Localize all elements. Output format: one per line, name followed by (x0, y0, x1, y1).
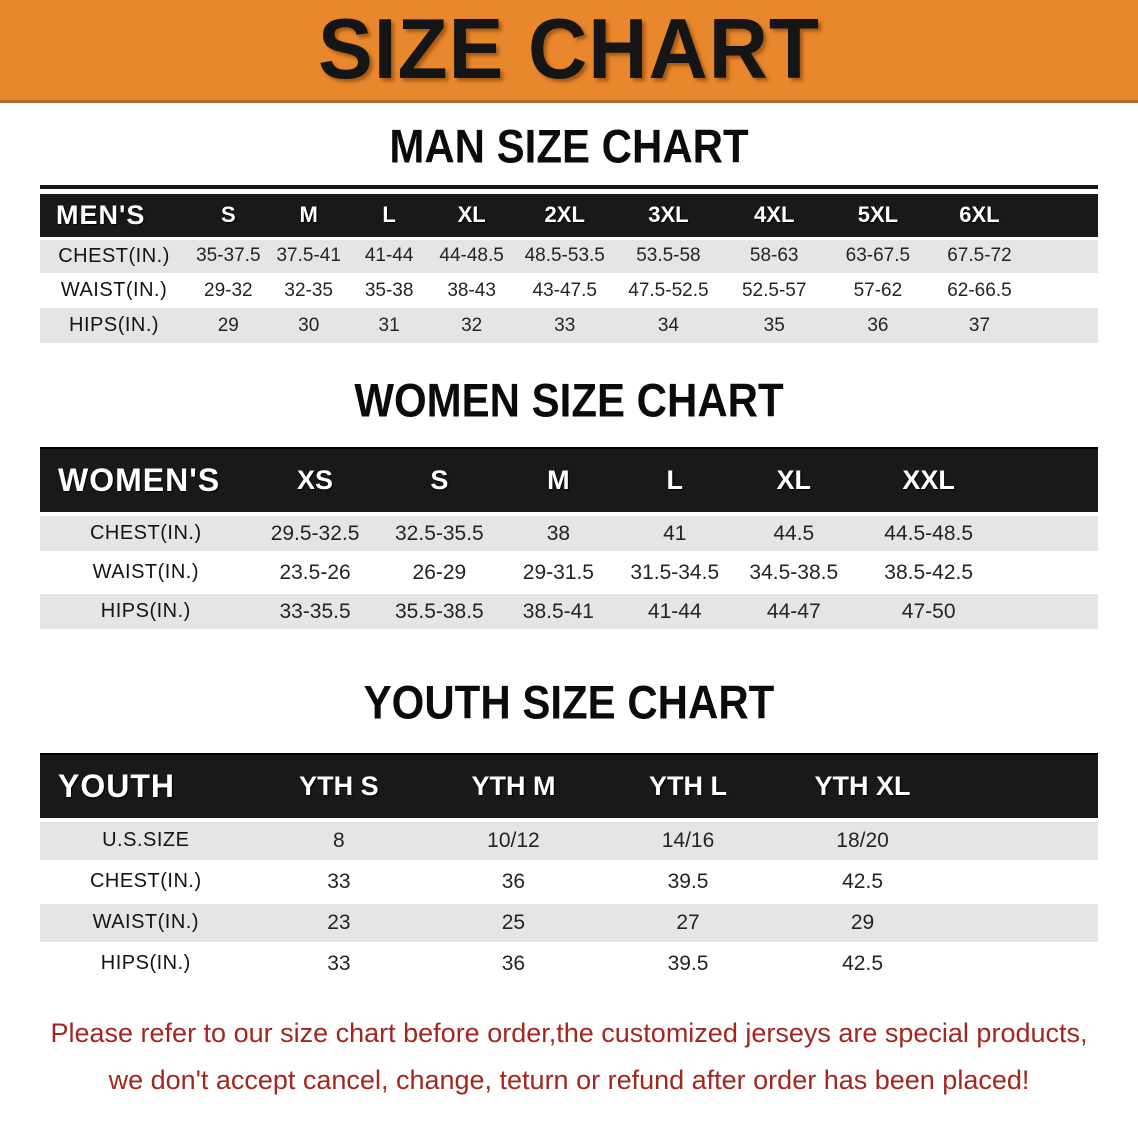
women-section-heading (0, 374, 1138, 427)
banner (0, 0, 1138, 103)
disclaimer-line-2: we don't accept cancel, change, teturn or refund after order has been placed! (108, 1064, 1030, 1095)
size-cell: 39.5 (601, 943, 776, 984)
youth-size-table (40, 753, 1098, 986)
size-cell: 62-66.5 (947, 279, 1012, 301)
row-label: WAIST(IN.) (40, 902, 252, 943)
size-cell: 35-38 (364, 279, 414, 301)
disclaimer (0, 1010, 1138, 1104)
women-size-table (40, 447, 1098, 633)
youth-section-heading-text: YOUTH SIZE CHART (363, 676, 775, 729)
size-cell: 44-48.5 (429, 238, 514, 273)
women-corner-label: WOMEN'S (40, 448, 252, 514)
men-size-table (40, 194, 1098, 343)
row-label: HIPS(IN.) (40, 592, 252, 631)
men-header-row (40, 194, 1098, 238)
size-cell: 34 (616, 308, 722, 343)
men-section-heading-text: MAN SIZE CHART (389, 120, 749, 173)
filler-cell (1030, 273, 1098, 308)
size-cell: 33 (514, 308, 616, 343)
size-cell: 31.5-34.5 (617, 553, 733, 592)
row-label: WAIST(IN.) (40, 553, 252, 592)
size-cell: 29 (775, 902, 950, 943)
size-cell: 37 (929, 308, 1031, 343)
size-cell: 36 (426, 861, 601, 902)
size-cell: 33 (252, 943, 427, 984)
table-row (40, 902, 1098, 943)
size-cell: 42.5 (775, 861, 950, 902)
size-cell: 52.5-57 (741, 279, 807, 301)
women-header-filler (1003, 448, 1098, 514)
size-cell: 32.5-35.5 (379, 514, 501, 553)
size-cell: 35.5-38.5 (379, 592, 501, 631)
men-table-topline (40, 185, 1098, 189)
size-cell: 33 (252, 861, 427, 902)
men-section-heading (0, 120, 1138, 173)
row-label: U.S.SIZE (40, 820, 252, 861)
men-column-header: S (188, 194, 268, 238)
women-column-header: S (379, 448, 501, 514)
size-cell: 23.5-26 (252, 553, 379, 592)
men-corner-label: MEN'S (40, 194, 188, 238)
table-row (40, 820, 1098, 861)
size-cell: 32 (429, 308, 514, 343)
filler-cell (1030, 238, 1098, 273)
size-cell: 8 (252, 820, 427, 861)
size-cell: 29.5-32.5 (252, 514, 379, 553)
size-cell: 36 (827, 308, 929, 343)
size-cell: 29-31.5 (500, 553, 616, 592)
men-column-header: 5XL (827, 194, 929, 238)
women-column-header: XXL (855, 448, 1003, 514)
youth-column-header: YTH S (252, 754, 427, 820)
size-cell: 57-62 (853, 279, 903, 301)
size-cell: 41-44 (617, 592, 733, 631)
size-cell: 29-32 (204, 279, 253, 301)
youth-section-heading (0, 676, 1138, 729)
women-column-header: XS (252, 448, 379, 514)
size-cell: 48.5-53.5 (514, 238, 616, 273)
size-cell: 23 (252, 902, 427, 943)
size-cell: 63-67.5 (827, 238, 929, 273)
size-cell: 44-47 (733, 592, 855, 631)
men-column-header: 2XL (514, 194, 616, 238)
table-row (40, 553, 1098, 592)
size-cell: 41 (617, 514, 733, 553)
size-cell: 44.5-48.5 (855, 514, 1003, 553)
table-row (40, 514, 1098, 553)
youth-corner-label: YOUTH (40, 754, 252, 820)
size-cell: 58-63 (721, 238, 827, 273)
size-cell: 35 (721, 308, 827, 343)
size-cell: 67.5-72 (929, 238, 1031, 273)
size-cell: 31 (349, 308, 429, 343)
size-cell: 42.5 (775, 943, 950, 984)
size-cell: 10/12 (426, 820, 601, 861)
size-cell: 35-37.5 (188, 238, 268, 273)
men-column-header: 4XL (721, 194, 827, 238)
women-column-header: M (500, 448, 616, 514)
size-cell: 39.5 (601, 861, 776, 902)
women-column-header: L (617, 448, 733, 514)
size-cell: 18/20 (775, 820, 950, 861)
table-row (40, 592, 1098, 631)
youth-header-filler (950, 754, 1098, 820)
size-cell: 53.5-58 (616, 238, 722, 273)
men-column-header: L (349, 194, 429, 238)
youth-header-row (40, 754, 1098, 820)
filler-cell (1003, 592, 1098, 631)
size-cell: 32-35 (284, 279, 334, 301)
men-column-header: XL (429, 194, 514, 238)
men-column-header: 6XL (929, 194, 1031, 238)
disclaimer-line-1: Please refer to our size chart before order,the customized jerseys are special products, (50, 1017, 1088, 1048)
table-row (40, 943, 1098, 984)
size-cell: 38-43 (447, 279, 496, 301)
men-header-filler (1030, 194, 1098, 238)
youth-table-wrap (0, 753, 1138, 986)
row-label: HIPS(IN.) (40, 308, 188, 343)
table-row (40, 273, 1098, 308)
row-label: HIPS(IN.) (40, 943, 252, 984)
size-cell: 47.5-52.5 (628, 279, 709, 301)
size-cell: 37.5-41 (269, 238, 349, 273)
size-cell: 27 (601, 902, 776, 943)
filler-cell (950, 820, 1098, 861)
filler-cell (1003, 553, 1098, 592)
size-cell: 33-35.5 (252, 592, 379, 631)
filler-cell (1003, 514, 1098, 553)
banner-title: SIZE CHART (318, 2, 820, 97)
youth-column-header: YTH M (426, 754, 601, 820)
row-label: CHEST(IN.) (40, 238, 188, 273)
size-cell: 41-44 (349, 238, 429, 273)
filler-cell (1030, 308, 1098, 343)
row-label: CHEST(IN.) (40, 861, 252, 902)
filler-cell (950, 902, 1098, 943)
size-cell: 26-29 (379, 553, 501, 592)
women-table-wrap (0, 447, 1138, 633)
size-cell: 44.5 (733, 514, 855, 553)
size-cell: 43-47.5 (532, 279, 597, 301)
size-cell: 34.5-38.5 (733, 553, 855, 592)
size-cell: 14/16 (601, 820, 776, 861)
size-cell: 30 (269, 308, 349, 343)
size-cell: 25 (426, 902, 601, 943)
size-cell: 36 (426, 943, 601, 984)
women-section-heading-text: WOMEN SIZE CHART (354, 374, 784, 427)
table-row (40, 308, 1098, 343)
men-column-header: 3XL (616, 194, 722, 238)
men-column-header: M (269, 194, 349, 238)
size-cell: 38.5-41 (500, 592, 616, 631)
women-header-row (40, 448, 1098, 514)
filler-cell (950, 943, 1098, 984)
women-column-header: XL (733, 448, 855, 514)
size-cell: 29 (188, 308, 268, 343)
filler-cell (950, 861, 1098, 902)
table-row (40, 238, 1098, 273)
youth-column-header: YTH L (601, 754, 776, 820)
size-cell: 38 (500, 514, 616, 553)
size-cell: 47-50 (855, 592, 1003, 631)
size-cell: 38.5-42.5 (855, 553, 1003, 592)
row-label: CHEST(IN.) (40, 514, 252, 553)
youth-column-header: YTH XL (775, 754, 950, 820)
row-label: WAIST(IN.) (60, 279, 168, 301)
table-row (40, 861, 1098, 902)
